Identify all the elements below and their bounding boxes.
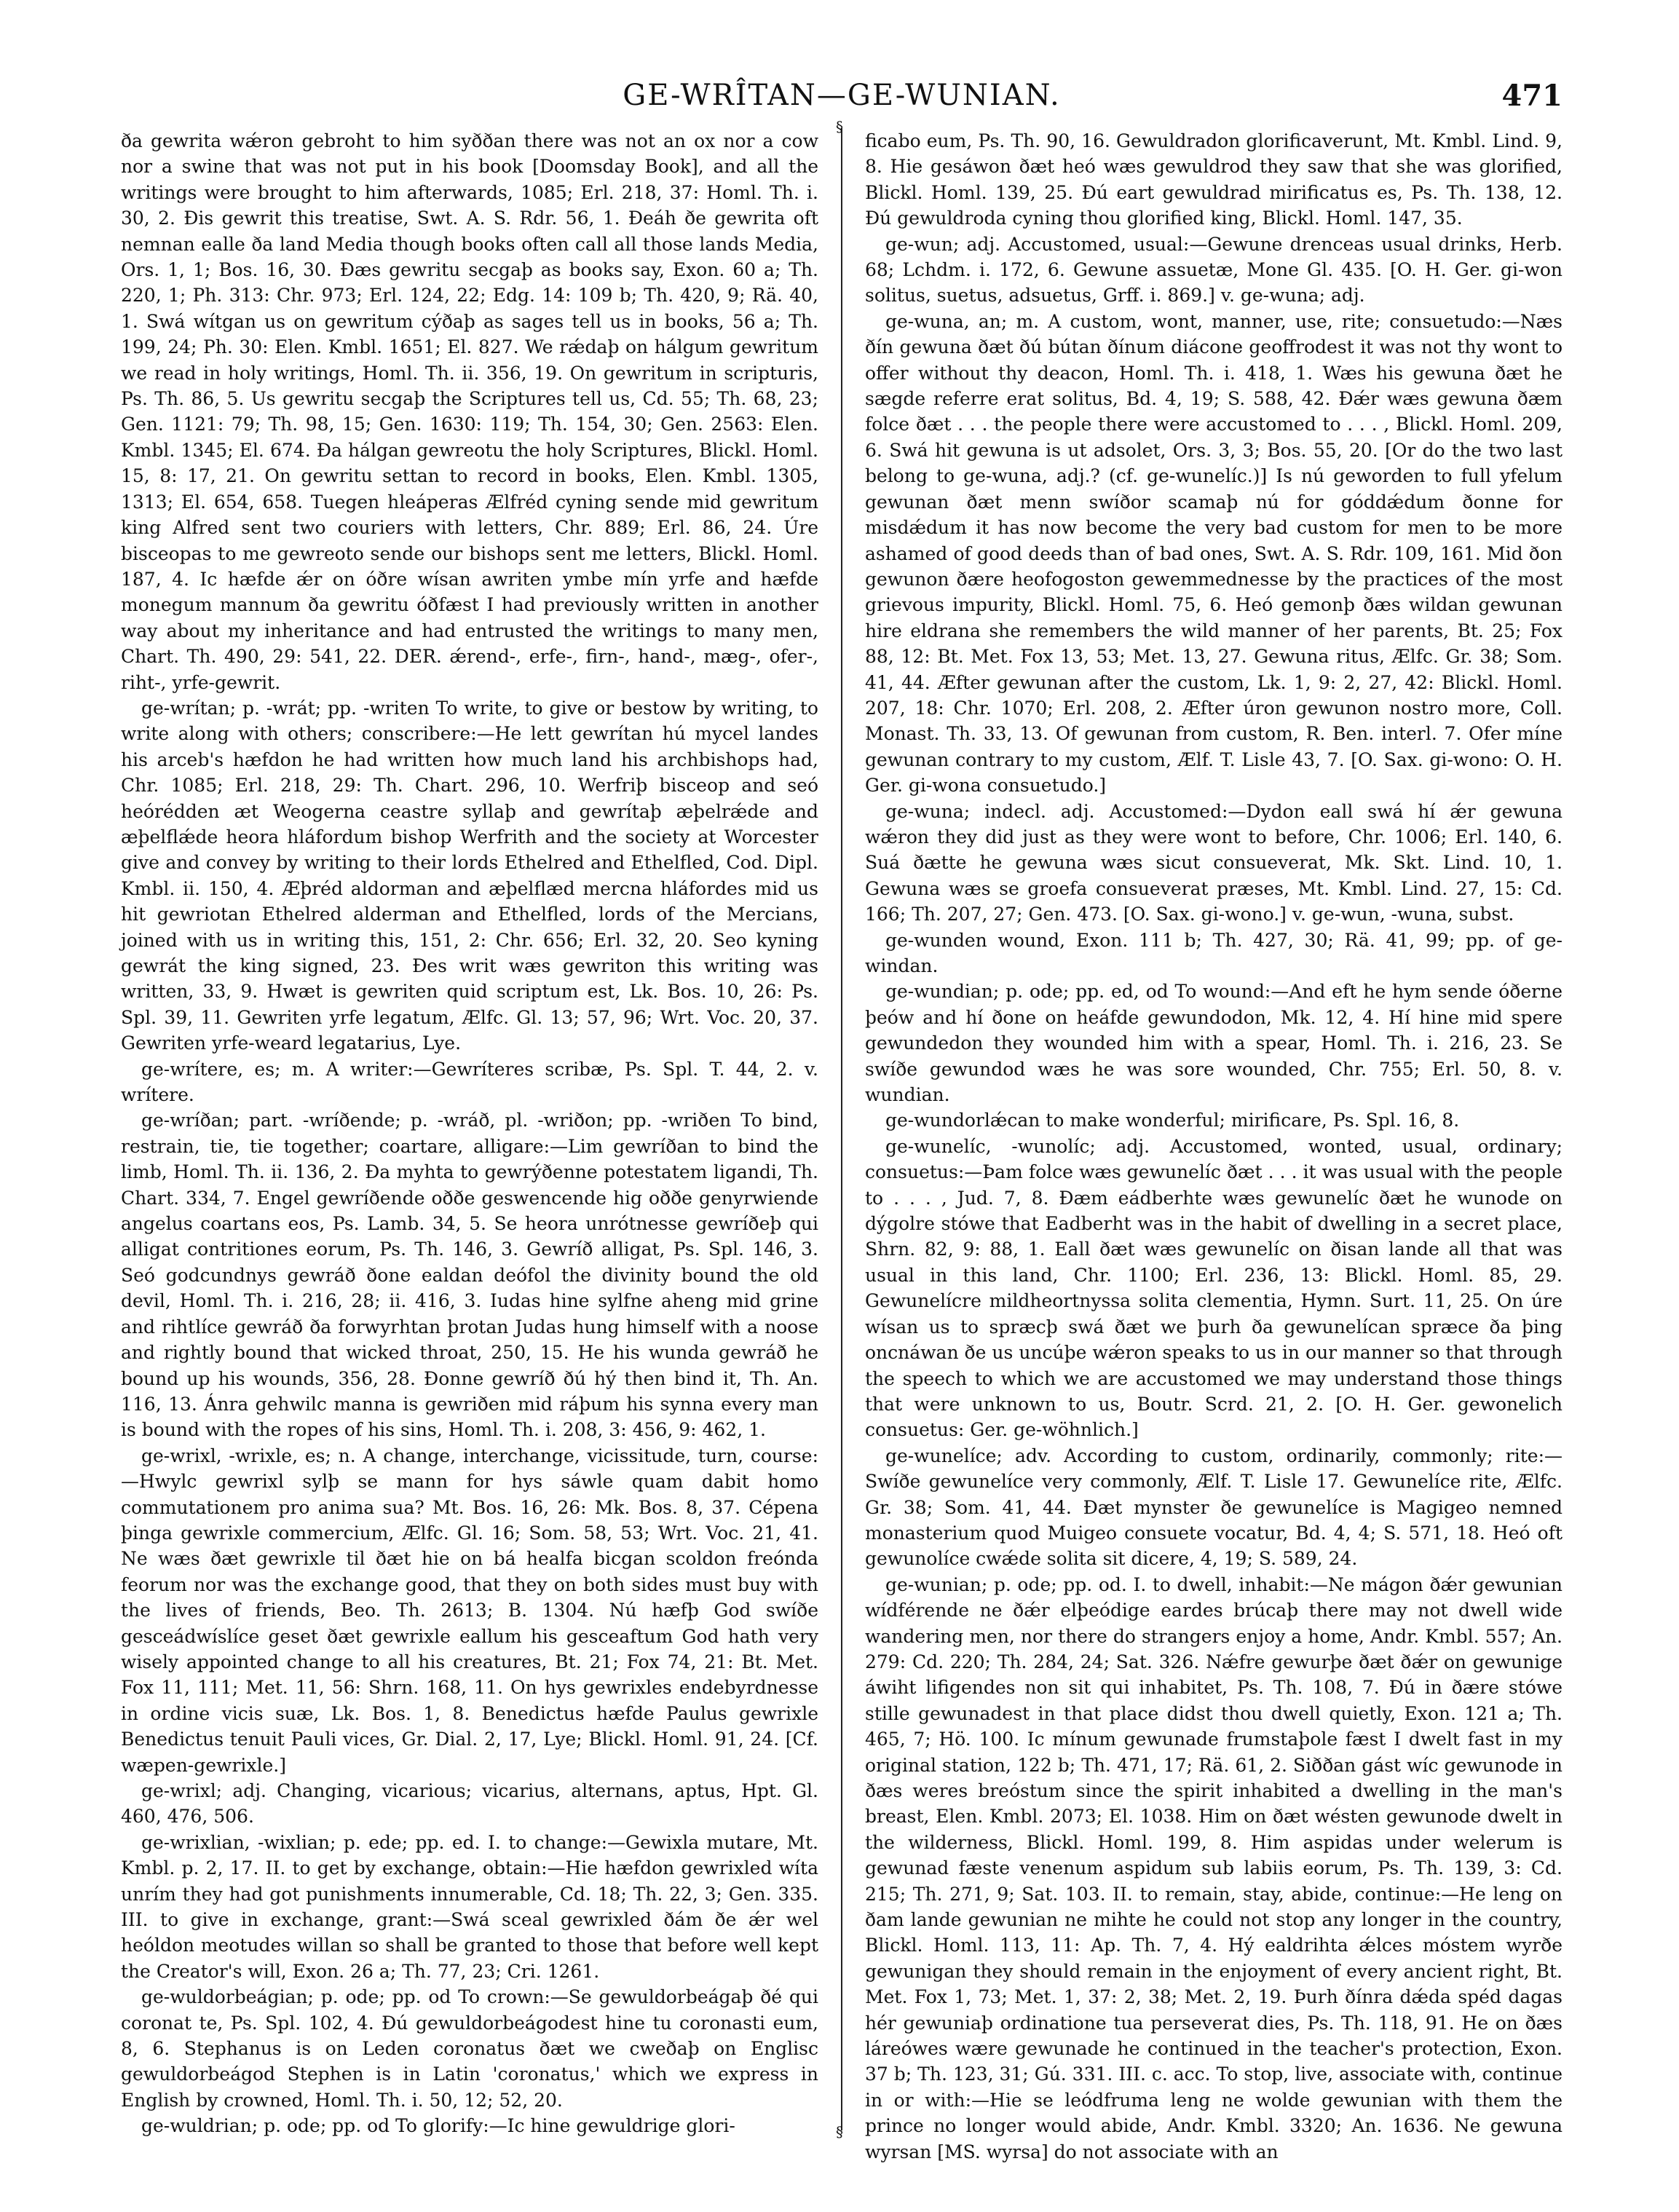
left-column (121, 128, 818, 2137)
dictionary-entry: ge-wuldrian; p. ode; pp. od To glorify:—Ic hine gewuldrige glori- (141, 2115, 735, 2137)
dictionary-entry: ge-wunelíce; adv. According to custom, ordinarily, commonly; rite:—Swíðe gewunelíce very commonly, Ælf. T. Lisle 17. Gewunelíce rite, Ælfc. Gr. 38; Som. 41, 44. Ðæt mynster ðe gewunelíce is Magigeo nemned monasterium quod Muigeo consuete vocatur, Bd. 4, 4; S. 571, 18. Heó oft gewunolíce cwǽde solita sit dicere, 4, 19; S. 589, 24. (865, 1445, 1563, 1570)
dictionary-entry: ge-wun; adj. Accustomed, usual:—Gewune drenceas usual drinks, Herb. 68; Lchdm. i. 172, 6. Gewune assuetæ, Mone Gl. 435. [O. H. Ger. gi-won solitus, suetus, adsuetus, Grff. i. 869.] v. ge-wuna; adj. (865, 233, 1563, 307)
dictionary-entry: ge-wuldorbeágian; p. ode; pp. od To crown:—Se gewuldorbeágaþ ðé qui coronat te, Ps. Spl. 102, 4. Ðú gewuldorbeágodest hine tu coronasti eum, 8, 6. Stephanus is on Leden coronatus ðæt we cweðaþ on Englisc gewuldorbeágod Stephen is in Latin 'coronatus,' which we express in English by crowned, Homl. Th. i. 50, 12; 52, 20. (121, 1986, 818, 2111)
dictionary-entry: ða gewrita wǽron gebroht to him syððan there was not an ox nor a cow nor a swine that was not put in his book [Doomsday Book], and all the writings were brought to him afterwards, 1085; Erl. 218, 37: Homl. Th. i. 30, 2. Ðis gewrit this treatise, Swt. A. S. Rdr. 56, 1. Ðeáh ðe gewrita oft nemnan ealle ða land Media though books often call all those lands Media, Ors. 1, 1; Bos. 16, 30. Ðæs gewritu secgaþ as books say, Exon. 60 a; Th. 220, 1; Ph. 313: Chr. 973; Erl. 124, 22; Edg. 14: 109 b; Th. 420, 9; Rä. 40, 1. Swá wítgan us on gewritum cýðaþ as sages tell us in books, 56 a; Th. 199, 24; Ph. 30: Elen. Kmbl. 1651; El. 827. We rǽdaþ on hálgum gewritum we read in holy writings, Homl. Th. ii. 356, 19. On gewritum in scripturis, Ps. Th. 86, 5. Us gewritu secgaþ the Scriptures tell us, Cd. 55; Th. 68, 23; Gen. 1121: 79; Th. 98, 15; Gen. 1630: 119; Th. 154, 30; Gen. 2563: Elen. Kmbl. 1345; El. 674. Ða hálgan gewreotu the holy Scriptures, Blickl. Homl. 15, 8: 17, 21. On gewritu settan to record in books, Elen. Kmbl. 1305, 1313; El. 654, 658. Tuegen hleáperas Ælfréd cyning sende mid gewritum king Alfred sent two couriers with letters, Chr. 889; Erl. 86, 24. Úre bisceopas to me gewreoto sende our bishops sent me letters, Blickl. Homl. 187, 4. Ic hæfde ǽr on óðre wísan awriten ymbe mín yrfe and hæfde monegum mannum ða gewritu óðfæst I had previously written in another way about my inheritance and had entrusted the writings to many men, Chart. Th. 490, 29: 541, 22. DER. ǽrend-, erfe-, firn-, hand-, mæg-, ofer-, riht-, yrfe-gewrit. (121, 130, 818, 693)
dictionary-entry: ge-wundorlǽcan to make wonderful; mirificare, Ps. Spl. 16, 8. (885, 1110, 1460, 1131)
column-ornament-bottom-icon: § (836, 2123, 843, 2141)
dictionary-entry: ge-wrixl; adj. Changing, vicarious; vicarius, alternans, aptus, Hpt. Gl. 460, 476, 506. (121, 1780, 818, 1828)
dictionary-entry: ge-wrixl, -wrixle, es; n. A change, interchange, vicissitude, turn, course:—Hwylc gewrixl sylþ se mann for hys sáwle quam dabit homo commutationem pro anima sua? Mt. Bos. 16, 26: Mk. Bos. 8, 37. Cépena þinga gewrixle commercium, Ælfc. Gl. 16; Som. 58, 53; Wrt. Voc. 21, 41. Ne wæs ðæt gewrixle til ðæt hie on bá healfa bicgan scoldon freónda feorum nor was the exchange good, that they on both sides must buy with the lives of friends, Beo. Th. 2613; B. 1304. Nú hæfþ God swíðe gesceádwíslíce geset ðæt gewrixle eallum his gesceaftum God hath very wisely appointed change to all his creatures, Bt. 21; Fox 74, 21: Bt. Met. Fox 11, 111; Met. 11, 56: Shrn. 168, 11. On hys gewrixles endebyrdnesse in ordine vicis suæ, Lk. Bos. 1, 8. Benedictus hæfde Paulus gewrixle Benedictus tenuit Pauli vices, Gr. Dial. 2, 17, Lye; Blickl. Homl. 91, 24. [Cf. wæpen-gewrixle.] (121, 1445, 818, 1776)
dictionary-entry: ge-wríðan; part. -wríðende; p. -wráð, pl. -wriðon; pp. -wriðen To bind, restrain, tie, tie together; coartare, alligare:—Lim gewríðan to bind the limb, Homl. Th. ii. 136, 2. Ða myhta to gewrýðenne potestatem ligandi, Th. Chart. 334, 7. Engel gewríðende oððe geswencende hig oððe genyrwiende angelus coartans eos, Ps. Lamb. 34, 5. Se heora unrótnesse gewríðeþ qui alligat contritiones eorum, Ps. Th. 146, 3. Gewríð alligat, Ps. Spl. 146, 3. Seó godcundnys gewráð ðone ealdan deófol the divinity bound the old devil, Homl. Th. i. 216, 28; ii. 416, 3. Iudas hine sylfne aheng mid grine and rihtlíce gewráð ða forwyrhtan þrotan Judas hung himself with a noose and rightly bound that wicked throat, 250, 15. He his wunda gewráð he bound up his wounds, 356, 28. Ðonne gewríð ðú hý then bind it, Th. An. 116, 13. Ánra gehwilc manna is gewriðen mid ráþum his synna every man is bound with the ropes of his sins, Homl. Th. i. 208, 3: 456, 9: 462, 1. (121, 1110, 818, 1441)
dictionary-entry: ge-wuna, an; m. A custom, wont, manner, use, rite; consuetudo:—Næs ðín gewuna ðæt ðú bútan ðínum diácone geoffrodest it was not thy wont to offer without thy deacon, Homl. Th. i. 418, 1. Wæs his gewuna ðæt he sægde referre erat solitus, Bd. 4, 19; S. 588, 42. Ðǽr wæs gewuna ðæm folce ðæt . . . the people there were accustomed to . . . , Blickl. Homl. 209, 6. Swá hit gewuna is ut adsolet, Ors. 3, 3; Bos. 55, 20. [Or do the two last belong to ge-wuna, adj.? (cf. ge-wunelíc.)] Is nú geworden to full yfelum gewunan ðæt menn swíðor scamaþ nú for góddǽdum ðonne for misdǽdum it has now become the very bad custom for men to be more ashamed of good deeds than of bad ones, Swt. A. S. Rdr. 109, 161. Mid ðon gewunon ðære heofogoston gewemmednesse by the practices of the most grievous impurity, Blickl. Homl. 75, 6. Heó gemonþ ðæs wildan gewunan hire eldrana she remembers the wild manner of her parents, Bt. 25; Fox 88, 12: Bt. Met. Fox 13, 53; Met. 13, 27. Gewuna ritus, Ælfc. Gr. 38; Som. 41, 44. Æfter gewunan after the custom, Lk. 1, 9: 2, 27, 42: Blickl. Homl. 207, 18: Chr. 1070; Erl. 208, 2. Æfter úron gewunon nostro more, Coll. Monast. Th. 33, 13. Of gewunan from custom, R. Ben. interl. 7. Ofer míne gewunan contrary to my custom, Ælf. T. Lisle 43, 7. [O. Sax. gi-wono: O. H. Ger. gi-wona consuetudo.] (865, 310, 1563, 797)
dictionary-entry: ge-wundian; p. ode; pp. ed, od To wound:—And eft he hym sende óðerne þeów and hí ðone on heáfde gewundodon, Mk. 12, 4. Hí hine mid spere gewundedon they wounded him with a spear, Homl. Th. i. 216, 23. Se swíðe gewundod wæs he was sore wounded, Chr. 755; Erl. 50, 8. v. wundian. (865, 981, 1563, 1106)
page-header (121, 79, 1563, 122)
running-head: GE-WRÎTAN—GE-WUNIAN. (623, 79, 1061, 112)
dictionary-columns (121, 118, 1563, 2162)
column-divider (841, 128, 842, 2130)
dictionary-entry: ge-wunelíc, -wunolíc; adj. Accustomed, wonted, usual, ordinary; consuetus:—Þam folce wæs gewunelíc ðæt . . . it was usual with the people to . . . , Jud. 7, 8. Ðæm eádberhte wæs gewunelíc ðæt he wunode on dýgolre stówe that Eadberht was in the habit of dwelling in a secret place, Shrn. 82, 9: 88, 1. Eall ðæt wæs gewunelíc on ðisan lande all that was usual in this land, Chr. 1100; Erl. 236, 13: Blickl. Homl. 85, 29. Gewunelícre mildheortnyssa solita clementia, Hymn. Surt. 11, 25. On úre wísan us to spræcþ swá ðæt we þurh ða gewunelícan spræce ða þing oncnáwan ðe us uncúþe wǽron speaks to us in our manner so that through the speech to which we are accustomed we may understand those things that were unknown to us, Boutr. Scrd. 21, 2. [O. H. Ger. gewonelich consuetus: Ger. ge-wöhnlich.] (865, 1135, 1563, 1441)
dictionary-entry: ge-wunian; p. ode; pp. od. I. to dwell, inhabit:—Ne mágon ðǽr gewunian wídférende ne ðǽr elþeódige eardes brúcaþ there may not dwell wide wandering men, nor there do strangers enjoy a home, Andr. Kmbl. 557; An. 279: Cd. 220; Th. 284, 24; Sat. 326. Nǽfre gewurþe ðæt ðǽr on gewunige áwiht lifigendes non sit qui inhabitet, Ps. Th. 108, 7. Ðú in ðære stówe stille gewunadest in that place didst thou dwell quietly, Exon. 121 a; Th. 465, 7; Hö. 100. Ic mínum gewunade frumstaþole fæst I dwelt fast in my original station, 122 b; Th. 471, 17; Rä. 61, 2. Siððan gást wíc gewunode in ðæs weres breóstum since the spirit inhabited a dwelling in the man's breast, Elen. Kmbl. 2073; El. 1038. Him on ðæt wésten gewunode dwelt in the wilderness, Blickl. Homl. 199, 8. Him aspidas under welerum is gewunad fæste venenum aspidum sub labiis eorum, Ps. Th. 139, 3: Cd. 215; Th. 271, 9; Sat. 103. II. to remain, stay, abide, continue:—He leng on ðam lande gewunian ne mihte he could not stop any longer in the country, Blickl. Homl. 113, 11: Ap. Th. 7, 4. Hý ealdrihta ǽlces móstem wyrðe gewunigan they should remain in the enjoyment of every ancient right, Bt. Met. Fox 1, 73; Met. 1, 37: 2, 38; Met. 2, 19. Þurh ðínra dǽda spéd dagas hér gewuniaþ ordinatione tua perseverat dies, Ps. Th. 118, 91. He on ðæs láreówes wære gewunade he continued in the teacher's protection, Exon. 37 b; Th. 123, 31; Gú. 331. III. c. acc. To stop, live, associate with, continue in or with:—Hie se leódfruma leng ne wolde gewunian with them the prince no longer would abide, Andr. Kmbl. 3320; An. 1636. Ne gewuna wyrsan [MS. wyrsa] do not associate with an (865, 1573, 1563, 2162)
dictionary-entry: ge-wuna; indecl. adj. Accustomed:—Dydon eall swá hí ǽr gewuna wǽron they did just as they were wont to before, Chr. 1006; Erl. 140, 6. Suá ðætte he gewuna wæs sicut consueverat, Mk. Skt. Lind. 10, 1. Gewuna wæs se groefa consueverat præses, Mt. Kmbl. Lind. 27, 15: Cd. 166; Th. 207, 27; Gen. 473. [O. Sax. gi-wono.] v. ge-wun, -wuna, subst. (865, 800, 1563, 925)
dictionary-entry: ge-wrixlian, -wixlian; p. ede; pp. ed. I. to change:—Gewixla mutare, Mt. Kmbl. p. 2, 17. II. to get by exchange, obtain:—Hie hæfdon gewrixled wíta unrím they had got punishments innumerable, Cd. 18; Th. 22, 3; Gen. 335. III. to give in exchange, grant:—Swá sceal gewrixled ðám ðe ǽr wel heóldon meotudes willan so shall be granted to those that before well kept the Creator's will, Exon. 26 a; Th. 77, 23; Cri. 1261. (121, 1831, 818, 1982)
dictionary-entry: ficabo eum, Ps. Th. 90, 16. Gewuldradon glorificaverunt, Mt. Kmbl. Lind. 9, 8. Hie gesáwon ðæt heó wæs gewuldrod they saw that she was glorified, Blickl. Homl. 139, 25. Ðú eart gewuldrad mirificatus es, Ps. Th. 138, 12. Ðú gewuldroda cyning thou glorified king, Blickl. Homl. 147, 35. (865, 130, 1563, 229)
dictionary-entry: ge-wrítan; p. -wrát; pp. -writen To write, to give or bestow by writing, to write along with others; conscribere:—He lett gewrítan hú mycel landes his arceb's hæfdon he had written how much land his archbishops had, Chr. 1085; Erl. 218, 29: Th. Chart. 296, 10. Werfriþ bisceop and seó heórédden æt Weogerna ceastre syllaþ and gewrítaþ æþelrǽde and æþelflǽde heora hláfordum bishop Werfrith and the society at Worcester give and convey by writing to their lords Ethelred and Ethelfled, Cod. Dipl. Kmbl. ii. 150, 4. Æþréd aldorman and æþelflæd mercna hláfordes mid us hit gewriotan Ethelred alderman and Ethelfled, lords of the Mercians, joined with us in writing this, 151, 2: Chr. 656; Erl. 32, 20. Seo kyning gewrát the king signed, 23. Ðes writ wæs gewriton this writing was written, 33, 9. Hwæt is gewriten quid scriptum est, Lk. Bos. 10, 26: Ps. Spl. 39, 11. Gewriten yrfe legatum, Ælfc. Gl. 13; 57, 96; Wrt. Voc. 20, 37. Gewriten yrfe-weard legatarius, Lye. (121, 697, 818, 1054)
dictionary-entry: ge-wunden wound, Exon. 111 b; Th. 427, 30; Rä. 41, 99; pp. of ge-windan. (865, 929, 1563, 976)
column-ornament-top-icon: § (836, 118, 843, 135)
dictionary-entry: ge-wrítere, es; m. A writer:—Gewríteres scribæ, Ps. Spl. T. 44, 2. v. wrítere. (121, 1058, 818, 1106)
page-number: 471 (1501, 79, 1563, 113)
right-column (865, 128, 1563, 2162)
